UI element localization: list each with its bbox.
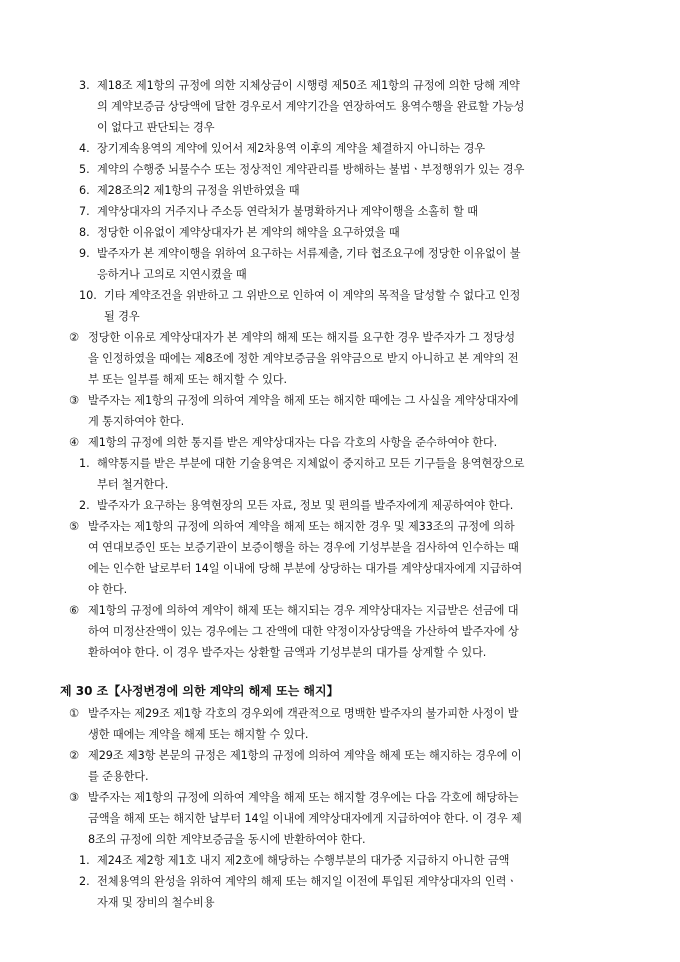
- item-number: 5.: [79, 163, 90, 176]
- paragraph-text: 을 인정하였을 때에는 제8조에 정한 계약보증금을 위약금으로 받지 아니하고 본 계약의 전: [88, 352, 519, 365]
- item-number: 1.: [79, 854, 90, 867]
- item-text: 장기계속용역의 계약에 있어서 제2차용역 이후의 계약을 체결하지 아니하는 경우: [97, 142, 486, 155]
- paragraph-text: 게 통지하여야 한다.: [88, 415, 185, 428]
- paragraph-number: ②: [69, 749, 80, 762]
- item-number: 6.: [79, 184, 90, 197]
- item-number: 7.: [79, 205, 90, 218]
- paragraph-text: 야 한다.: [88, 583, 128, 596]
- item-text: 부터 철거한다.: [97, 478, 169, 491]
- item-text: 계약상대자의 거주지나 주소등 연락처가 불명확하거나 계약이행을 소홀히 할 때: [97, 205, 478, 218]
- paragraph-text: 하여 미정산잔액이 있는 경우에는 그 잔액에 대한 약정이자상당액을 가산하여 발주자에 상: [88, 625, 519, 638]
- paragraph-text: 여 연대보증인 또는 보증기관이 보증이행을 하는 경우에 기성부분을 검사하여 인수하는 때: [88, 541, 519, 554]
- item-text: 전체용역의 완성을 위하여 계약의 해제 또는 해지일 이전에 투입된 계약상대자의 인력ㆍ: [97, 875, 518, 888]
- paragraph-number: ④: [69, 436, 80, 449]
- item-number: 8.: [79, 226, 90, 239]
- item-text: 해약통지를 받은 부분에 대한 기술용역은 지체없이 중지하고 모든 기구들을 용역현장으로: [97, 457, 525, 470]
- item-text: 될 경우: [104, 310, 140, 323]
- paragraph-text: 발주자는 제1항의 규정에 의하여 계약을 해제 또는 해지한 때에는 그 사실을 계약상대자에: [88, 394, 519, 407]
- item-text: 이 없다고 판단되는 경우: [97, 121, 215, 134]
- item-text: 정당한 이유없이 계약상대자가 본 계약의 해약을 요구하였을 때: [97, 226, 400, 239]
- paragraph-text: 환하여야 한다. 이 경우 발주자는 상환할 금액과 기성부분의 대가를 상계할 수 있다.: [88, 646, 487, 659]
- item-text: 제28조의2 제1항의 규정을 위반하였을 때: [97, 184, 300, 197]
- paragraph-text: 제1항의 규정에 의한 통지를 받은 계약상대자는 다음 각호의 사항을 준수하여야 한다.: [88, 436, 498, 449]
- item-number: 2.: [79, 499, 90, 512]
- item-number: 3.: [79, 79, 90, 92]
- item-text: 자재 및 장비의 철수비용: [97, 896, 215, 909]
- item-text: 응하거나 고의로 지연시켰을 때: [97, 268, 247, 281]
- paragraph-number: ③: [69, 791, 80, 804]
- paragraph-number: ②: [69, 331, 80, 344]
- paragraph-text: 발주자는 제1항의 규정에 의하여 계약을 해제 또는 해지할 경우에는 다음 각호에 해당하는: [88, 791, 519, 804]
- item-text: 제18조 제1항의 규정에 의한 지체상금이 시행령 제50조 제1항의 규정에 의한 당해 계약: [97, 79, 520, 92]
- paragraph-text: 에는 인수한 날로부터 14일 이내에 당해 부분에 상당하는 대가를 계약상대자에게 지급하여: [88, 562, 523, 575]
- item-text: 제24조 제2항 제1호 내지 제2호에 해당하는 수행부분의 대가중 지급하지 아니한 금액: [97, 854, 510, 867]
- paragraph-text: 생한 때에는 계약을 해제 또는 해지할 수 있다.: [88, 728, 309, 741]
- paragraph-text: 제1항의 규정에 의하여 계약이 해제 또는 해지되는 경우 계약상대자는 지급받은 선금에 대: [88, 604, 519, 617]
- article-heading: 제 30 조【사정변경에 의한 계약의 해제 또는 해지】: [60, 684, 339, 698]
- paragraph-text: 부 또는 일부를 해제 또는 해지할 수 있다.: [88, 373, 287, 386]
- paragraph-text: 정당한 이유로 계약상대자가 본 계약의 해제 또는 해지를 요구한 경우 발주자가 그 정당성: [88, 331, 515, 344]
- item-text: 의 계약보증금 상당액에 달한 경우로서 계약기간을 연장하여도 용역수행을 완료할 가능성: [97, 100, 525, 113]
- paragraph-text: 8조의 규정에 의한 계약보증금을 동시에 반환하여야 한다.: [88, 833, 366, 846]
- item-text: 발주자가 본 계약이행을 위하여 요구하는 서류제출, 기타 협조요구에 정당한 이유없이 불: [97, 247, 521, 260]
- item-number: 9.: [79, 247, 90, 260]
- item-text: 계약의 수행중 뇌물수수 또는 정상적인 계약관리를 방해하는 불법ㆍ부정행위가 있는 경우: [97, 163, 525, 176]
- paragraph-number: ①: [69, 707, 80, 720]
- paragraph-text: 를 준용한다.: [88, 770, 149, 783]
- item-number: 2.: [79, 875, 90, 888]
- paragraph-text: 금액을 해제 또는 해지한 날부터 14일 이내에 계약상대자에게 지급하여야 한다. 이 경우 제: [88, 812, 522, 825]
- paragraph-text: 제29조 제3항 본문의 규정은 제1항의 규정에 의하여 계약을 해제 또는 해지하는 경우에 이: [88, 749, 522, 762]
- item-number: 1.: [79, 457, 90, 470]
- item-text: 발주자가 요구하는 용역현장의 모든 자료, 정보 및 편의를 발주자에게 제공하여야 한다.: [97, 499, 514, 512]
- item-number: 10.: [79, 289, 97, 302]
- item-text: 기타 계약조건을 위반하고 그 위반으로 인하여 이 계약의 목적을 달성할 수 없다고 인정: [104, 289, 521, 302]
- paragraph-number: ⑥: [69, 604, 80, 617]
- item-number: 4.: [79, 142, 90, 155]
- paragraph-text: 발주자는 제29조 제1항 각호의 경우외에 객관적으로 명백한 발주자의 불가피한 사정이 발: [88, 707, 519, 720]
- paragraph-number: ⑤: [69, 520, 80, 533]
- paragraph-number: ③: [69, 394, 80, 407]
- paragraph-text: 발주자는 제1항의 규정에 의하여 계약을 해제 또는 해지한 경우 및 제33조의 규정에 의하: [88, 520, 515, 533]
